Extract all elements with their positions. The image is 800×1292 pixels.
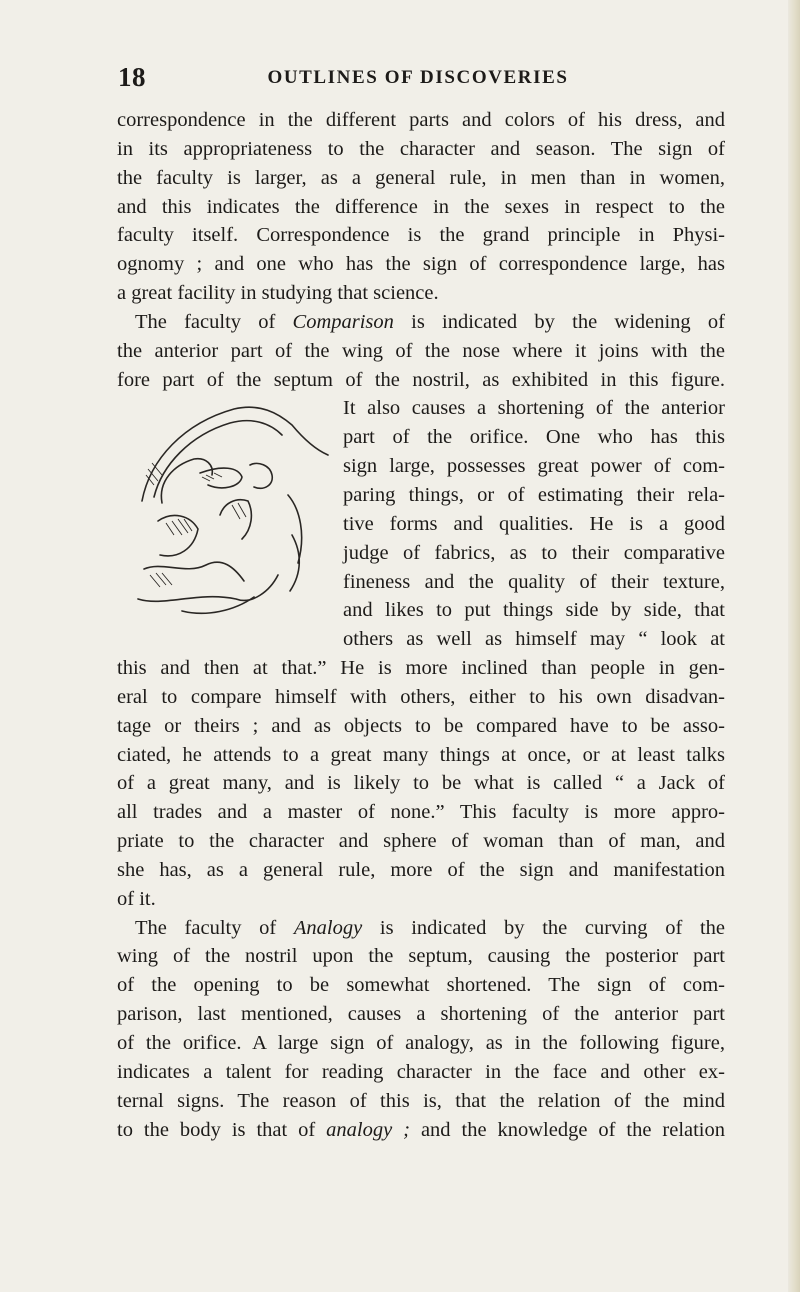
text-line: ternal signs. The reason of this is, that the relation of the mind [117, 1089, 725, 1112]
text-line: others as well as himself may “ look at [343, 628, 725, 651]
text-line: parison, last mentioned, causes a shortening of the anterior part [117, 1003, 725, 1026]
text-line: in its appropriateness to the character and season. The sign of [117, 137, 725, 160]
text-line: tive forms and qualities. He is a good [343, 512, 725, 535]
body-text [117, 106, 725, 1144]
text-line: sign large, possesses great power of com- [343, 455, 725, 478]
text-line: wing of the nostril upon the septum, causing the posterior part [117, 945, 725, 968]
text-line: ognomy ; and one who has the sign of correspondence large, has [117, 253, 725, 276]
text-line: fore part of the septum of the nostril, as exhibited in this figure. [117, 368, 725, 391]
text-line: of a great many, and is likely to be what is called “ a Jack of [117, 772, 725, 795]
text-line: judge of fabrics, as to their comparative [343, 541, 725, 564]
faculty-name-analogy: Analogy [293, 916, 363, 939]
text-line: and this indicates the difference in the sexes in respect to the [117, 195, 725, 218]
running-head: OUTLINES OF DISCOVERIES [267, 67, 569, 88]
text-line: and likes to put things side by side, that [343, 599, 725, 622]
text-line: all trades and a master of none.” This faculty is more appro- [117, 801, 725, 824]
text-line: paring things, or of estimating their rela- [343, 483, 725, 506]
page-number: 18 [118, 62, 146, 92]
line-start: The faculty of [135, 916, 294, 939]
text-line: the faculty is larger, as a general rule, in men than in women, [117, 166, 725, 189]
text-line-analogy [117, 914, 725, 943]
emphasis-analogy: analogy ; [326, 1118, 410, 1141]
text-line: eral to compare himself with others, either to his own disadvan- [117, 685, 725, 708]
text-line: priate to the character and sphere of woman than of man, and [117, 830, 725, 853]
text-line: tage or theirs ; and as objects to be compared have to be asso- [117, 714, 725, 737]
line-start: The faculty of [135, 310, 293, 333]
faculty-name-comparison: Comparison [292, 310, 394, 333]
text-line: of it. [117, 887, 156, 910]
line-end: is indicated by the widening of [393, 310, 725, 333]
text-line: of the orifice. A large sign of analogy, as in the following figure, [117, 1032, 725, 1054]
text-line: this and then at that.” He is more inclined than people in gen- [117, 657, 725, 680]
text-line: the anterior part of the wing of the nose where it joins with the [117, 339, 725, 362]
text-line: part of the orifice. One who has this [343, 426, 725, 449]
text-line: indicates a talent for reading character in the face and other ex- [117, 1060, 725, 1083]
text-line: It also causes a shortening of the anterior [343, 397, 725, 420]
page-edge [788, 0, 800, 1292]
line-end: and the knowledge of the relation [410, 1118, 726, 1141]
text-line-analogy-body [117, 1116, 725, 1145]
line-start: to the body is that of [117, 1118, 327, 1141]
text-line: she has, as a general rule, more of the sign and manifestation [117, 858, 725, 881]
text-line: correspondence in the different parts and colors of his dress, and [117, 109, 725, 131]
text-line: ciated, he attends to a great many things at once, or at least talks [117, 743, 725, 766]
page-header [118, 62, 718, 92]
text-line: faculty itself. Correspondence is the grand principle in Physi- [117, 224, 725, 247]
text-line: a great facility in studying that science. [117, 282, 439, 305]
line-end: is indicated by the curving of the [362, 916, 725, 939]
text-line: of the opening to be somewhat shortened. The sign of com- [117, 974, 725, 997]
text-line: fineness and the quality of their texture, [343, 570, 725, 593]
text-line-comparison [117, 308, 725, 337]
